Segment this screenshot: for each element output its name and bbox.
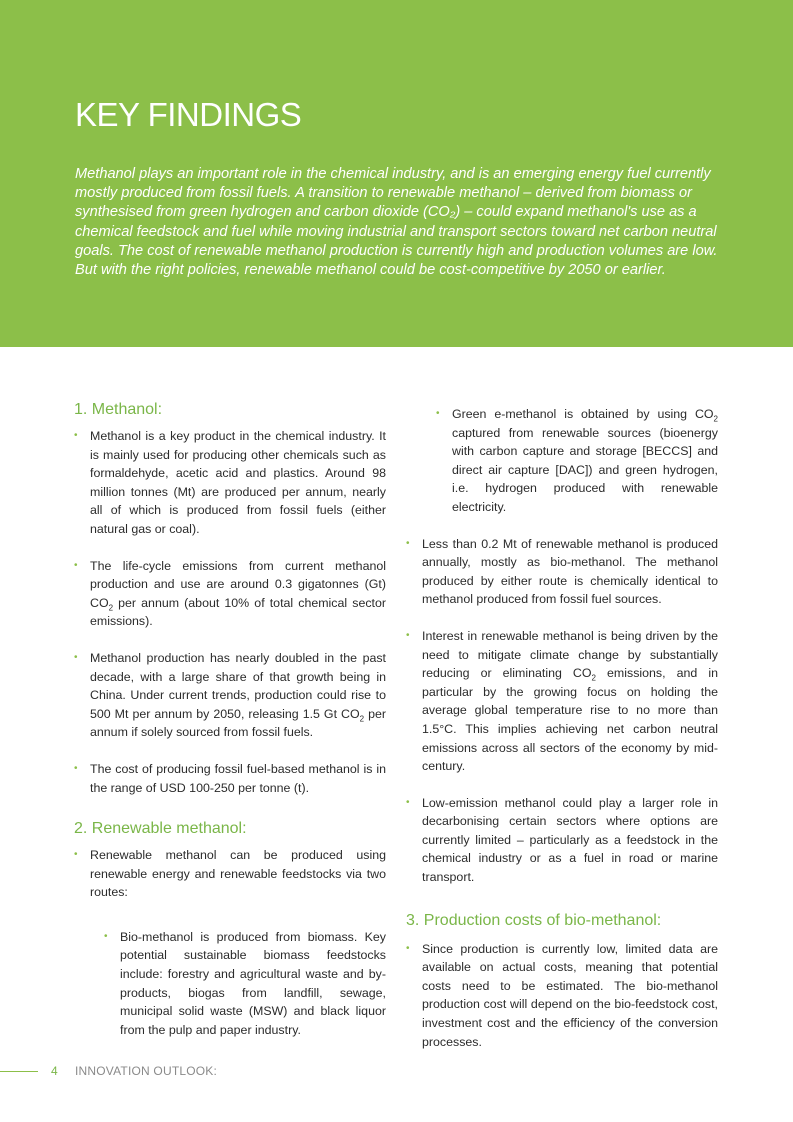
page-number: 4 — [51, 1064, 58, 1078]
footer-rule — [0, 1071, 38, 1072]
renewable-routes-list — [74, 928, 386, 1040]
left-column — [74, 399, 386, 1039]
key-findings-banner — [0, 0, 793, 347]
list-item: • The life-cycle emissions from current methanol production and use are around 0.3 gigatonnes (Gt) $CO_2$ per annum (about 10% of total chemical sector emissions). — [74, 557, 386, 631]
list-item: • Bio-methanol is produced from biomass. Key potential sustainable biomass feedstocks include: forestry and agricultural waste and by-products, biogas from landfill, sewage, municipal solid waste (MSW) and black liquor from the pulp and paper industry. — [104, 928, 386, 1040]
methanol-bullet-list — [74, 427, 386, 797]
renewable-bullet-list — [74, 846, 386, 902]
list-item: • Green e-methanol is obtained by using $CO_2$ captured from renewable sources (bioenergy with carbon capture and storage [BECCS] and direct air capture [DAC]) and green hydrogen, i.e. hydrogen produced with renewable electricity. — [436, 405, 718, 517]
right-column — [406, 405, 718, 1051]
list-item: • Methanol is a key product in the chemical industry. It is mainly used for producing other chemicals such as formaldehyde, acetic acid and plastics. Around 98 million tonnes (Mt) are produced per annum, nearly all of which is produced from fossil fuels (either natural gas or coal). — [74, 427, 386, 539]
list-item: • Low-emission methanol could play a larger role in decarbonising certain sectors where options are currently limited – particularly as a feedstock in the chemical industry or as a fuel in road or marine transport. — [406, 794, 718, 887]
footer-label: INNOVATION OUTLOOK: — [75, 1064, 218, 1078]
list-item: • Interest in renewable methanol is being driven by the need to mitigate climate change by substantially reducing or eliminating $CO_2$ emissions, and in particular by the growing focus on holding the average global temperature rise to no more than 1.5°C. This implies achieving net carbon neutral emissions across all sectors of the economy by mid-century. — [406, 627, 718, 776]
section-heading-renewable-methanol: 2. Renewable methanol: — [74, 820, 247, 838]
intro-paragraph: Methanol plays an important role in the chemical industry, and is an emerging energy fuel currently mostly produced from fossil fuels. A transition to renewable methanol – derived from biomass or synthesised from green hydrogen and carbon dioxide (CO₂) – could expand methanol's use as a chemical feedstock and fuel while moving industrial and transport sectors toward net carbon neutral goals. The cost of renewable methanol production is currently high and production volumes are low. But with the right policies, renewable methanol could be cost-competitive by 2050 or earlier. — [75, 166, 718, 279]
list-item: • The cost of producing fossil fuel-based methanol is in the range of USD 100-250 per tonne (t). — [74, 760, 386, 797]
list-item: • Renewable methanol can be produced using renewable energy and renewable feedstocks via two routes: — [74, 846, 386, 902]
section-heading-methanol: 1. Methanol: — [74, 401, 163, 418]
list-item: • Methanol production has nearly doubled in the past decade, with a large share of that growth being in China. Under current trends, production could rise to 500 Mt per annum by 2050, releasing 1.5 Gt $CO_2$ per annum if solely sourced from fossil fuels. — [74, 649, 386, 742]
list-item: • Less than 0.2 Mt of renewable methanol is produced annually, mostly as bio-methanol. The methanol produced by either route is chemically identical to methanol produced from fossil fuel sources. — [406, 535, 718, 609]
section-heading-production-costs: 3. Production costs of bio-methanol: — [406, 911, 662, 929]
renewable-routes-list-continued — [406, 405, 718, 517]
renewable-bullet-list-continued — [406, 535, 718, 887]
costs-bullet-list — [406, 940, 718, 1052]
list-item: • Since production is currently low, limited data are available on actual costs, meaning that potential costs need to be estimated. The bio-methanol production cost will depend on the bio-feedstock cost, investment cost and the efficiency of the conversion processes. — [406, 940, 718, 1052]
page-title: KEY FINDINGS — [75, 96, 302, 133]
